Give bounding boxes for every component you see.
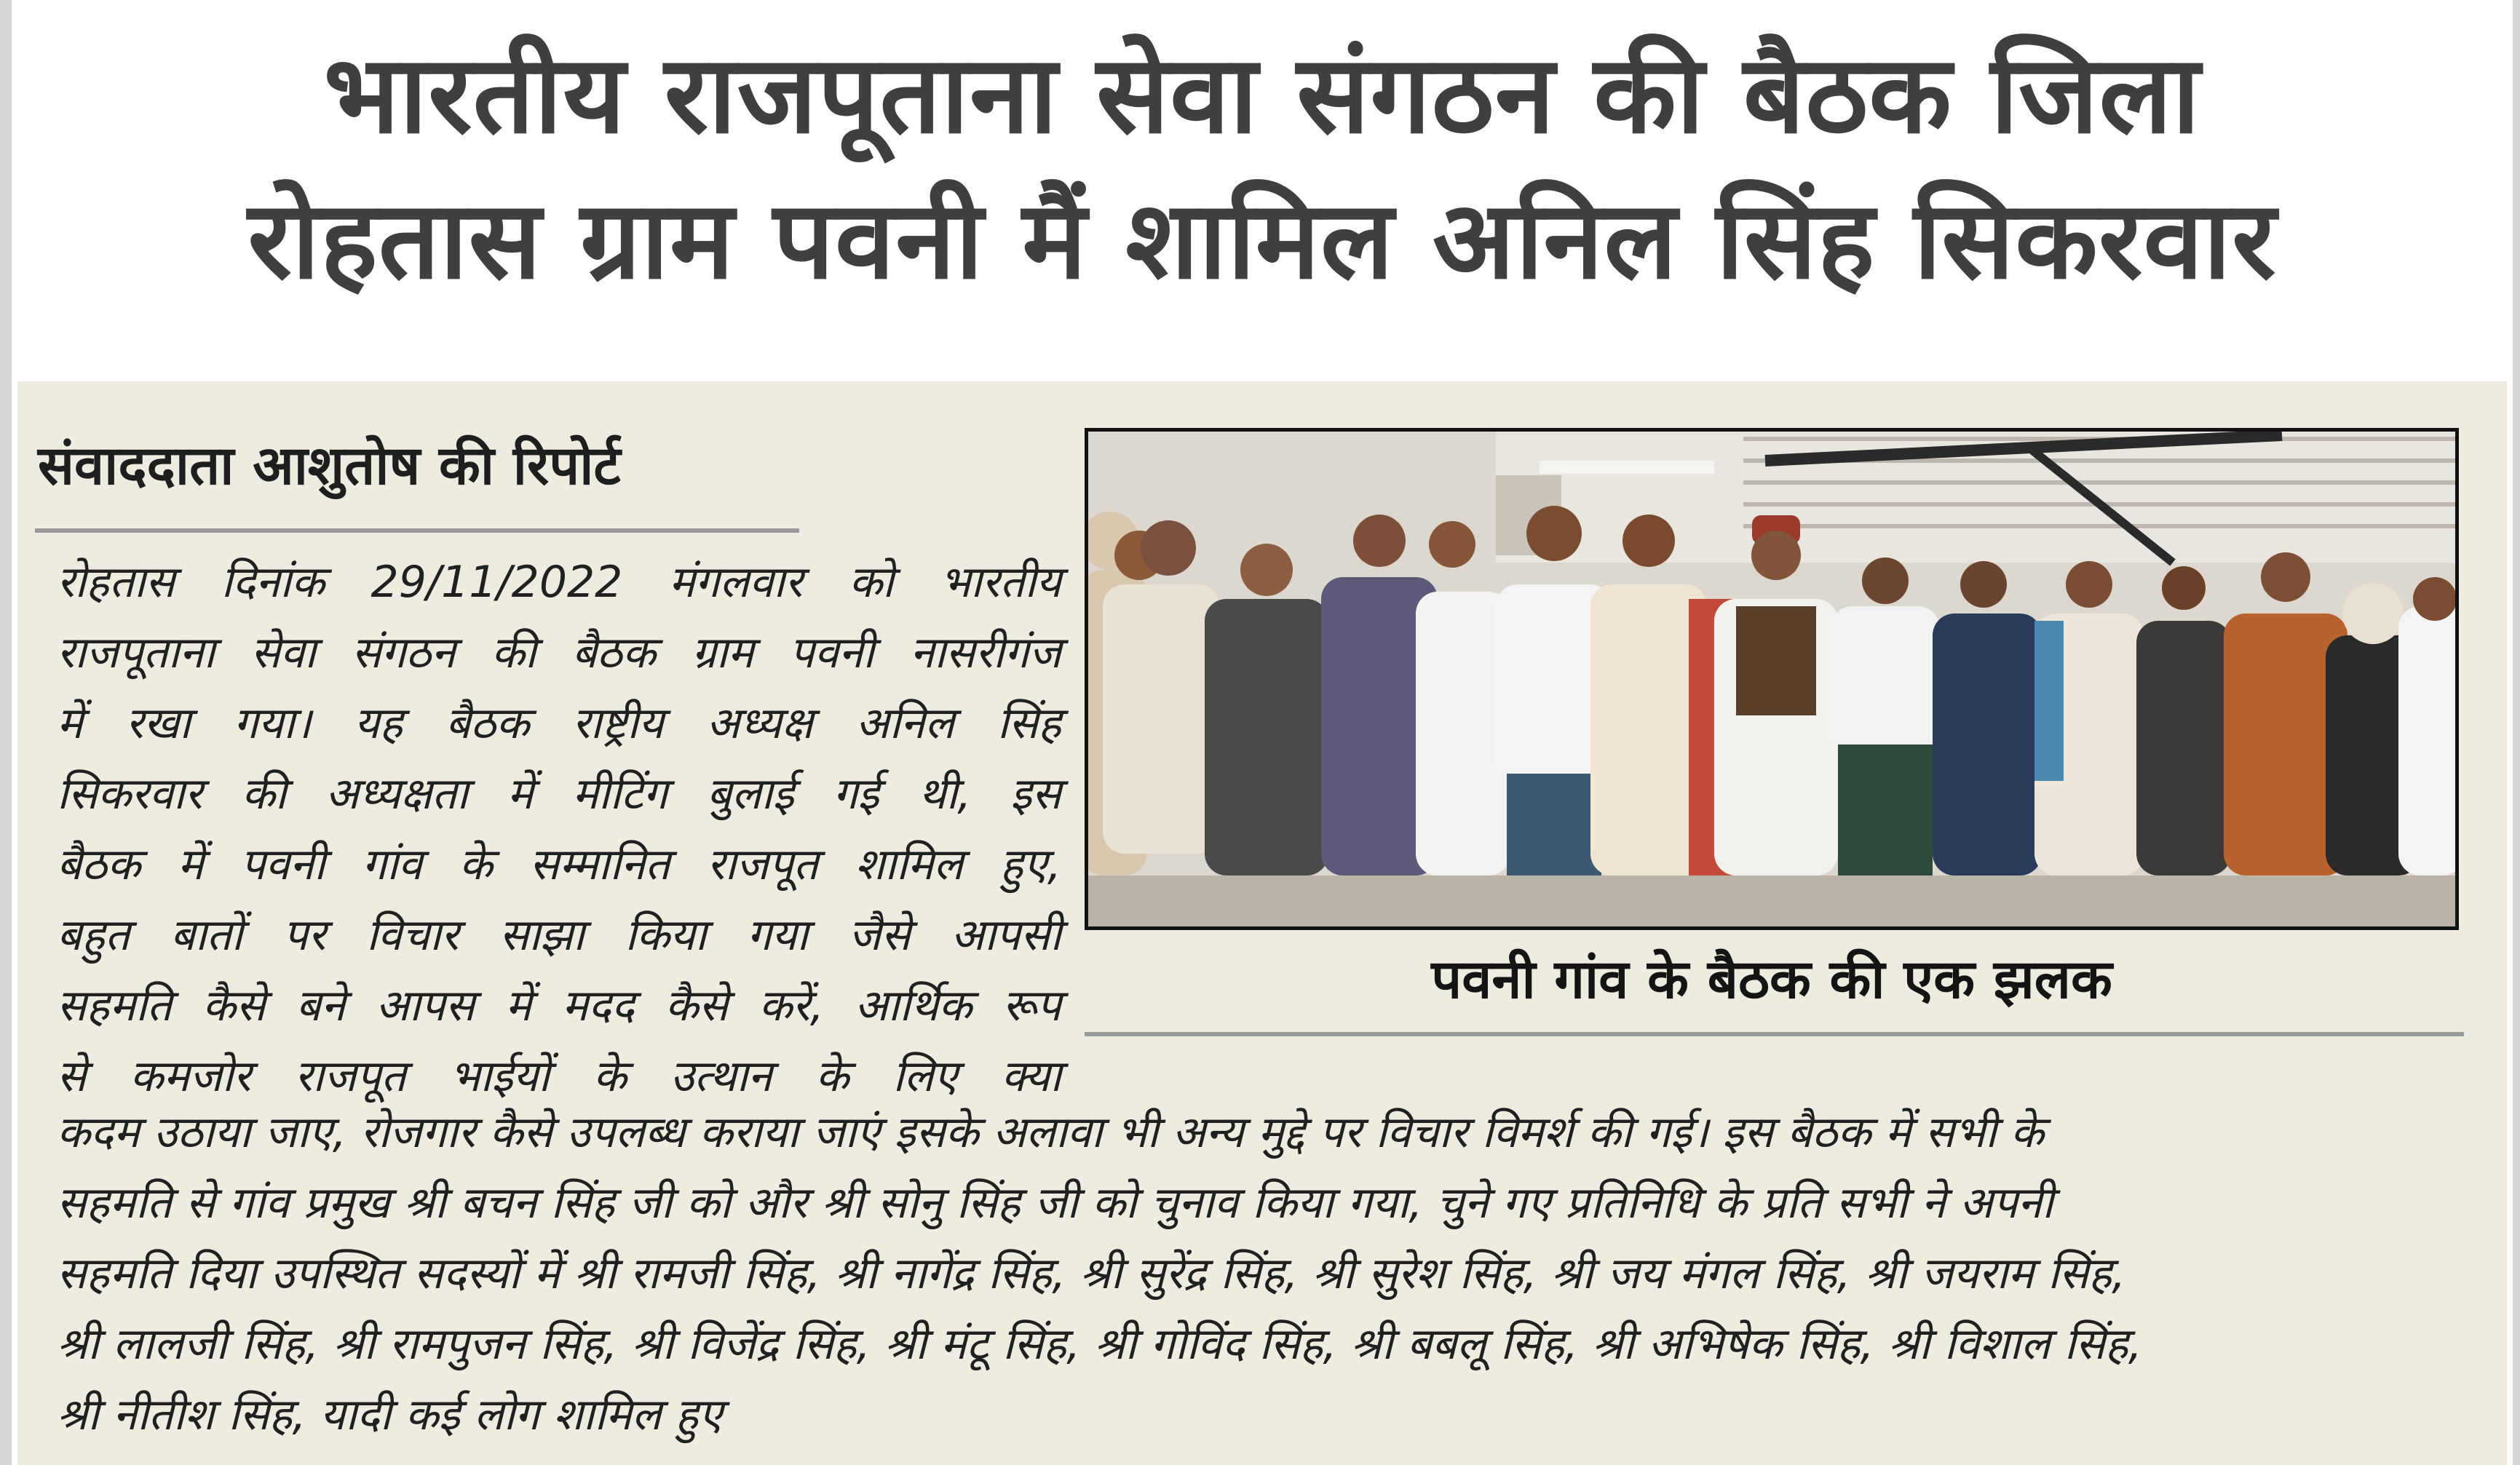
body-line: सिकरवार की अध्यक्षता में मीटिंग बुलाई गई थी, इस xyxy=(57,769,1061,819)
group-photo-illustration xyxy=(1088,432,2455,926)
page-frame-left xyxy=(0,0,12,1465)
body-line: से कमजोर राजपूत भाईयों के उत्थान के लिए क्या xyxy=(57,1051,1061,1102)
article-body-wide xyxy=(57,1097,2473,1450)
body-line: कदम उठाया जाए, रोजगार कैसे उपलब्ध कराया जाएं इसके अलावा भी अन्य मुद्दे पर विचार विमर्श की गई। इस बैठक में सभी के xyxy=(57,1107,2044,1158)
byline: संवाददाता आशुतोष की रिपोर्ट xyxy=(38,434,621,497)
body-line: रोहतास दिनांक 29/11/2022 मंगलवार को भारतीय xyxy=(57,557,1061,608)
headline-line-1: भारतीय राजपूताना सेवा संगठन की बैठक जिला xyxy=(323,32,2201,157)
body-line: राजपूताना सेवा संगठन की बैठक ग्राम पवनी नासरीगंज xyxy=(57,627,1061,678)
caption-underline xyxy=(1085,1032,2464,1036)
body-line: बैठक में पवनी गांव के सम्मानित राजपूत शामिल हुए, xyxy=(57,839,1061,890)
meeting-photo xyxy=(1085,428,2459,930)
body-line: में रखा गया। यह बैठक राष्ट्रीय अध्यक्ष अनिल सिंह xyxy=(57,698,1061,749)
photo-caption: पवनी गांव के बैठक की एक झलक xyxy=(1431,948,2112,1011)
body-line: सहमति दिया उपस्थित सदस्यों में श्री रामजी सिंह, श्री नागेंद्र सिंह, श्री सुरेंद्र सिंह, श्री सुरेश सिंह, श्री जय मंगल सिंह, श्री जयराम सिंह, xyxy=(57,1248,2126,1299)
article-body-column xyxy=(57,547,1061,1112)
body-line: सहमति कैसे बने आपस में मदद कैसे करें, आर्थिक रूप xyxy=(57,980,1061,1031)
body-line: बहुत बातों पर विचार साझा किया गया जैसे आपसी xyxy=(57,910,1061,961)
body-line: सहमति से गांव प्रमुख श्री बचन सिंह जी को और श्री सोनु सिंह जी को चुनाव किया गया, चुने गए प्रतिनिधि के प्रति सभी ने अपनी xyxy=(57,1178,2053,1228)
page-frame-right xyxy=(2513,0,2520,1465)
body-line: श्री नीतीश सिंह, यादी कई लोग शामिल हुए xyxy=(57,1389,723,1440)
body-line: श्री लालजी सिंह, श्री रामपुजन सिंह, श्री विजेंद्र सिंह, श्री मंटू सिंह, श्री गोविंद सिंह, श्री बबलू सिंह, श्री अभिषेक सिंह, श्री विशाल सिंह, xyxy=(57,1319,2142,1370)
headline xyxy=(12,22,2513,313)
byline-underline xyxy=(35,528,799,533)
headline-line-2: रोहतास ग्राम पवनी मैं शामिल अनिल सिंह सिकरवार xyxy=(247,178,2277,303)
